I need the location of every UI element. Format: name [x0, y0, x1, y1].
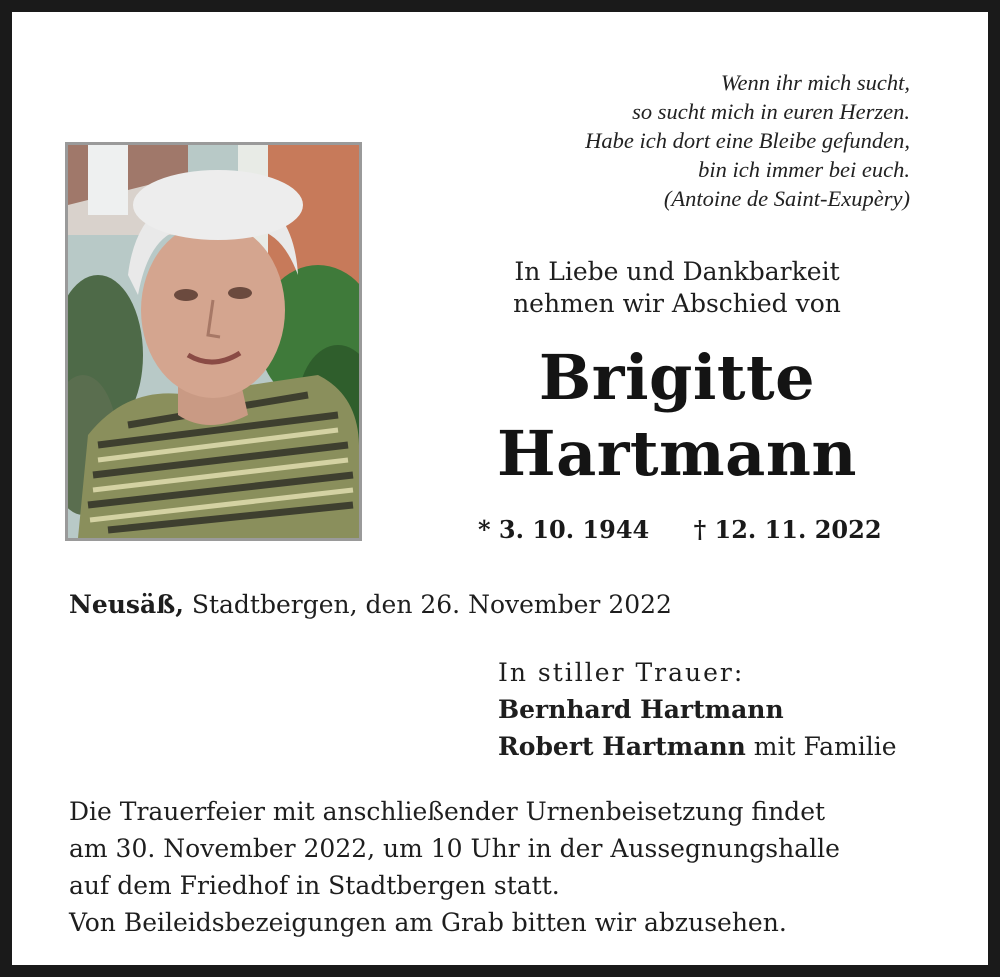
mourner-name: Robert Hartmann: [498, 732, 746, 761]
condolence-note: Von Beileidsbezeigungen am Grab bitten wir abzusehen.: [69, 908, 787, 937]
deceased-name: [412, 340, 942, 492]
birth-date: * 3. 10. 1944: [478, 515, 650, 544]
intro-text: [462, 256, 892, 320]
quote-line: Habe ich dort eine Bleibe gefunden,: [585, 128, 910, 153]
last-name: Hartmann: [497, 417, 857, 490]
quote-line: so sucht mich in euren Herzen.: [632, 99, 910, 124]
place-city: Neusäß,: [69, 590, 184, 619]
quote-line: bin ich immer bei euch.: [698, 157, 910, 182]
first-name: Brigitte: [538, 341, 816, 414]
epigraph-quote: [585, 68, 910, 213]
ceremony-line: auf dem Friedhof in Stadtbergen statt.: [69, 871, 560, 900]
ceremony-line: am 30. November 2022, um 10 Uhr in der Aussegnungshalle: [69, 834, 840, 863]
place-and-date: [69, 590, 672, 619]
portrait-photo: [65, 142, 362, 541]
life-dates: [478, 515, 882, 544]
death-date: † 12. 11. 2022: [693, 515, 882, 544]
mourners-block: [498, 654, 897, 765]
intro-line: In Liebe und Dankbarkeit: [514, 257, 840, 286]
ceremony-line: Die Trauerfeier mit anschließender Urnenbeisetzung findet: [69, 797, 826, 826]
quote-attribution: (Antoine de Saint-Exupèry): [663, 186, 910, 211]
ceremony-info: [69, 793, 949, 904]
place-date-text: Stadtbergen, den 26. November 2022: [183, 590, 672, 619]
mourner-name: Bernhard Hartmann: [498, 695, 784, 724]
mourners-heading: In stiller Trauer:: [498, 658, 745, 687]
quote-line: Wenn ihr mich sucht,: [720, 70, 910, 95]
mourner-suffix: mit Familie: [745, 732, 897, 761]
intro-line: nehmen wir Abschied von: [513, 289, 841, 318]
